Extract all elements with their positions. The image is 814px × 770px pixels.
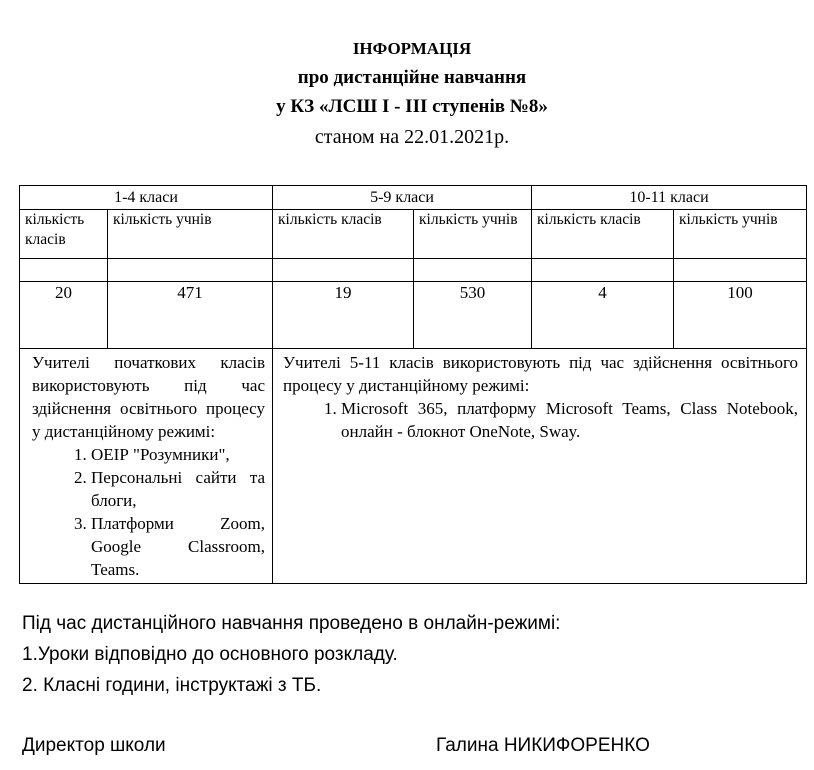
value-cell: 530	[414, 282, 532, 349]
school-name: у КЗ «ЛСШ І - ІІІ ступенів №8»	[276, 96, 548, 117]
list-item: 3. Платформи Zoom, Google Classroom, Teams.	[91, 512, 265, 581]
group-header-10-11: 10-11 класи	[532, 186, 807, 210]
subheader-cell: кількість учнів	[414, 210, 532, 259]
group-header-5-9: 5-9 класи	[273, 186, 532, 210]
empty-cell	[674, 259, 807, 282]
empty-cell	[20, 259, 108, 282]
group-header-1-4: 1-4 класи	[20, 186, 273, 210]
value-cell: 20	[20, 282, 108, 349]
secondary-teachers-cell	[273, 349, 807, 584]
subheader-cell: кількість учнів	[108, 210, 273, 259]
subheader-cell: кількість класів	[273, 210, 414, 259]
primary-teachers-cell	[20, 349, 273, 584]
document-title: ІНФОРМАЦІЯ	[352, 39, 472, 58]
value-cell: 4	[532, 282, 674, 349]
empty-cell	[108, 259, 273, 282]
secondary-teachers-intro: Учителі 5-11 класів використовують під час здійснення освітнього процесу у дистанційному режимі:	[283, 353, 799, 395]
empty-cell	[273, 259, 414, 282]
value-cell: 19	[273, 282, 414, 349]
secondary-tools-list	[283, 397, 798, 443]
list-item: 1. ОЕІР "Розумники",	[91, 443, 265, 466]
value-cell: 100	[674, 282, 807, 349]
primary-teachers-intro: Учителі початкових класів використовують під час здійснення освітнього процесу у дистанційному режимі:	[32, 353, 266, 441]
list-item: 1. Microsoft 365, платформу Microsoft Teams, Class Notebook, онлайн - блокнот OneNote, Sway.	[341, 397, 798, 443]
signature-position: Директор школи	[22, 735, 166, 756]
list-item: 2. Персональні сайти та блоги,	[91, 466, 265, 512]
signature-name: Галина НИКИФОРЕНКО	[436, 735, 650, 756]
distance-learning-table	[19, 185, 807, 584]
subheader-cell: кількість учнів	[674, 210, 807, 259]
document-subtitle: про дистанційне навчання	[297, 67, 527, 88]
footer-line-class-hours: 2. Класні години, інструктажі з ТБ.	[22, 675, 322, 696]
subheader-cell: кількість класів	[20, 210, 108, 259]
date-line: станом на 22.01.2021р.	[314, 126, 510, 148]
value-cell: 471	[108, 282, 273, 349]
subheader-cell: кількість класів	[532, 210, 674, 259]
empty-cell	[532, 259, 674, 282]
footer-line-lessons: 1.Уроки відповідно до основного розкладу.	[22, 644, 398, 665]
primary-tools-list	[32, 443, 265, 581]
empty-cell	[414, 259, 532, 282]
footer-line-intro: Під час дистанційного навчання проведено в онлайн-режимі:	[22, 613, 561, 634]
